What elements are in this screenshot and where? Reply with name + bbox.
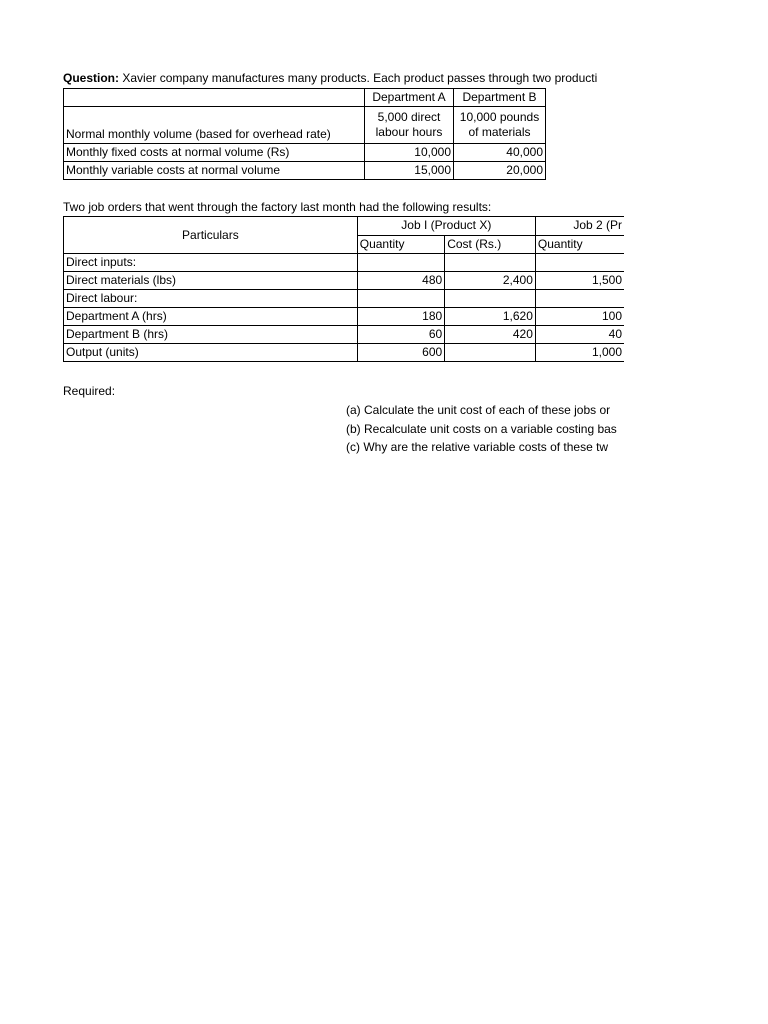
job2-quantity: 1,500 bbox=[535, 272, 624, 290]
job1-cost-header: Cost (Rs.) bbox=[445, 235, 536, 254]
empty-header-cell bbox=[64, 89, 365, 107]
row-label: Normal monthly volume (based for overhead rate) bbox=[64, 107, 365, 144]
job-orders-table bbox=[63, 216, 624, 362]
job2-quantity-header: Quantity bbox=[535, 235, 624, 254]
row-label: Department B (hrs) bbox=[64, 326, 358, 344]
row-label: Monthly fixed costs at normal volume (Rs) bbox=[64, 144, 365, 162]
job1-cost bbox=[445, 254, 536, 272]
question-label: Question: bbox=[63, 71, 119, 85]
department-b-value: 20,000 bbox=[454, 162, 546, 180]
table-row bbox=[64, 290, 625, 308]
job2-quantity: 100 bbox=[535, 308, 624, 326]
table-row bbox=[64, 144, 546, 162]
table-header-row bbox=[64, 89, 546, 107]
department-b-value: 10,000 pounds of materials bbox=[454, 107, 546, 144]
row-label: Monthly variable costs at normal volume bbox=[64, 162, 365, 180]
row-label: Direct inputs: bbox=[64, 254, 358, 272]
row-label: Department A (hrs) bbox=[64, 308, 358, 326]
table-row bbox=[64, 162, 546, 180]
job1-quantity: 180 bbox=[357, 308, 444, 326]
department-b-value: 40,000 bbox=[454, 144, 546, 162]
row-label: Direct labour: bbox=[64, 290, 358, 308]
table-row bbox=[64, 272, 625, 290]
particulars-header: Particulars bbox=[64, 217, 358, 254]
job2-quantity bbox=[535, 254, 624, 272]
table-row bbox=[64, 308, 625, 326]
job2-quantity: 1,000 bbox=[535, 344, 624, 362]
required-item-a: (a) Calculate the unit cost of each of these jobs or bbox=[346, 403, 611, 417]
table-row bbox=[64, 107, 546, 144]
job1-quantity-header: Quantity bbox=[357, 235, 444, 254]
job1-header: Job I (Product X) bbox=[357, 217, 535, 236]
job1-quantity: 600 bbox=[357, 344, 444, 362]
required-item-c: (c) Why are the relative variable costs of these tw bbox=[346, 440, 609, 454]
job1-cost: 420 bbox=[445, 326, 536, 344]
table-row bbox=[64, 254, 625, 272]
job2-header: Job 2 (Pr bbox=[535, 217, 624, 236]
job1-quantity bbox=[357, 254, 444, 272]
department-a-value: 10,000 bbox=[365, 144, 454, 162]
job-orders-intro: Two job orders that went through the factory last month had the following results: bbox=[63, 200, 492, 214]
department-a-header: Department A bbox=[365, 89, 454, 107]
job1-cost: 1,620 bbox=[445, 308, 536, 326]
required-item-b: (b) Recalculate unit costs on a variable costing bas bbox=[346, 422, 617, 436]
job1-quantity: 480 bbox=[357, 272, 444, 290]
row-label: Direct materials (lbs) bbox=[64, 272, 358, 290]
required-label: Required: bbox=[63, 384, 116, 398]
department-cost-table bbox=[63, 88, 546, 180]
row-label: Output (units) bbox=[64, 344, 358, 362]
job1-quantity bbox=[357, 290, 444, 308]
job1-cost: 2,400 bbox=[445, 272, 536, 290]
job1-cost bbox=[445, 344, 536, 362]
department-a-value: 5,000 direct labour hours bbox=[365, 107, 454, 144]
question-text: Xavier company manufactures many products. Each product passes through two producti bbox=[122, 71, 598, 85]
job1-cost bbox=[445, 290, 536, 308]
question-line bbox=[63, 69, 597, 87]
job1-quantity: 60 bbox=[357, 326, 444, 344]
department-a-value: 15,000 bbox=[365, 162, 454, 180]
table-header-row bbox=[64, 217, 625, 236]
job2-quantity bbox=[535, 290, 624, 308]
department-b-header: Department B bbox=[454, 89, 546, 107]
job2-quantity: 40 bbox=[535, 326, 624, 344]
table-row bbox=[64, 326, 625, 344]
table-row bbox=[64, 344, 625, 362]
